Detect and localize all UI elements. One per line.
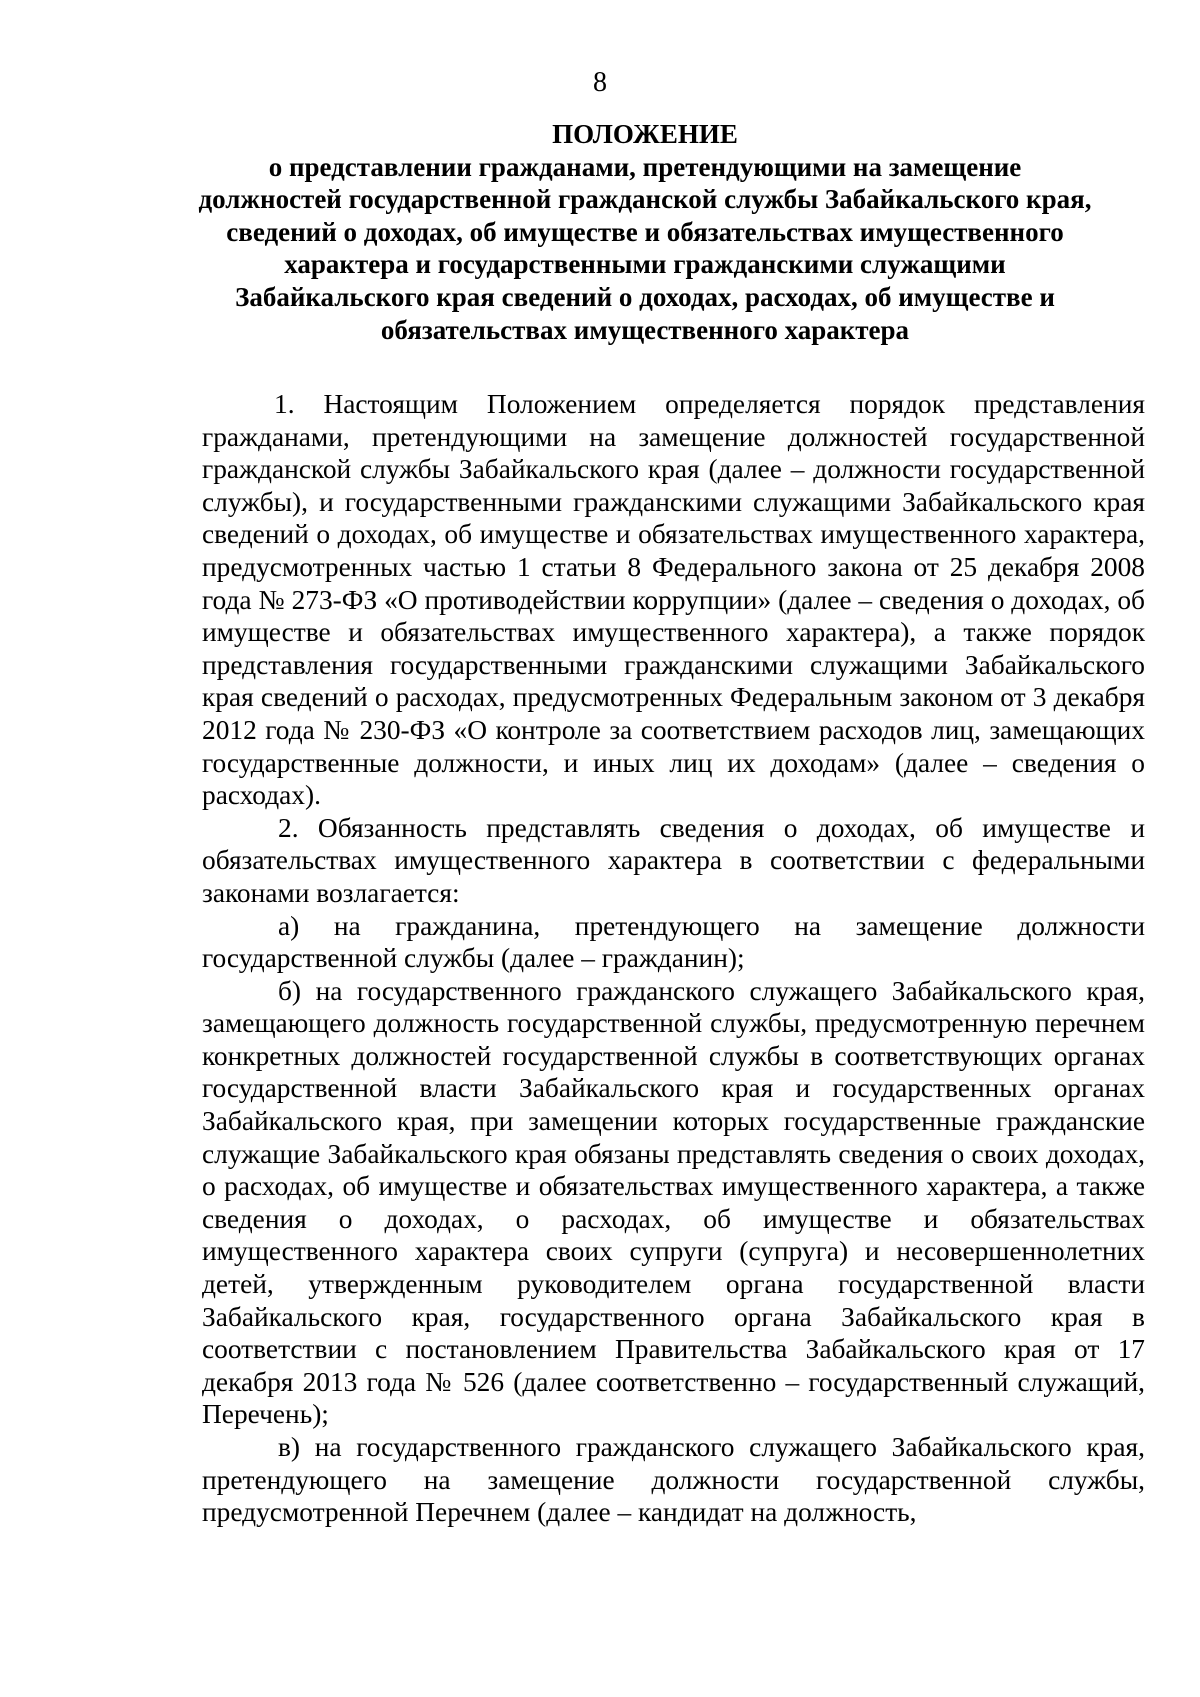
paragraph-2b: б) на государственного гражданского служащего Забайкальского края, замещающего должность государственной службы, предусмотренную перечнем конкретных должностей государственной службы в соответствующих органах государственной власти Забайкальского края и государственных органах Забайкальского края, при замещении которых государственные гражданские служащие Забайкальского края обязаны представлять сведения о своих доходах, о расходах, об имуществе и обязательствах имущественного характера, а также сведения о доходах, о расходах, об имуществе и обязательствах имущественного характера своих супруги (супруга) и несовершеннолетних детей, утвержденным руководителем органа государственной власти Забайкальского края, государственного органа Забайкальского края в соответствии с постановлением Правительства Забайкальского края от 17 декабря 2013 года № 526 (далее соответственно – государственный служащий, Перечень);: [202, 975, 1145, 1430]
subtitle-line: Забайкальского края сведений о доходах, расходах, об имуществе и: [235, 281, 1055, 312]
document-title: ПОЛОЖЕНИЕ: [552, 119, 738, 149]
subtitle-line: сведений о доходах, об имуществе и обязательствах имущественного: [226, 216, 1064, 247]
subtitle-line: о представлении гражданами, претендующими на замещение: [268, 151, 1022, 182]
subtitle-line: должностей государственной гражданской службы Забайкальского края,: [198, 184, 1092, 215]
subtitle-line: обязательствах имущественного характера: [380, 314, 910, 345]
document-heading: [190, 118, 1100, 346]
paragraph-2: 2. Обязанность представлять сведения о доходах, об имуществе и обязательствах имущественного характера в соответствии с федеральными законами возлагается:: [202, 812, 1145, 908]
page-number: 8: [593, 67, 607, 98]
subtitle-line: характера и государственными гражданскими служащими: [284, 249, 1006, 280]
paragraph-1: 1. Настоящим Положением определяется порядок представления гражданами, претендующими на замещение должностей государственной гражданской службы Забайкальского края (далее – должности государственной службы), и государственными гражданскими служащими Забайкальского края сведений о доходах, об имуществе и обязательствах имущественного характера, предусмотренных частью 1 статьи 8 Федерального закона от 25 декабря 2008 года № 273-ФЗ «О противодействии коррупции» (далее – сведения о доходах, об имуществе и обязательствах имущественного характера), а также порядок представления государственными гражданскими служащими Забайкальского края сведений о расходах, предусмотренных Федеральным законом от 3 декабря 2012 года № 230-ФЗ «О контроле за соответствием расходов лиц, замещающих государственные должности, и иных лиц их доходам» (далее – сведения о расходах).: [202, 389, 1145, 811]
paragraph-2a: а) на гражданина, претендующего на замещение должности государственной службы (далее – гражданин);: [202, 910, 1145, 974]
document-body: [202, 388, 1145, 1529]
paragraph-2c: в) на государственного гражданского служащего Забайкальского края, претендующего на замещение должности государственной службы, предусмотренной Перечнем (далее – кандидат на должность,: [202, 1432, 1145, 1528]
